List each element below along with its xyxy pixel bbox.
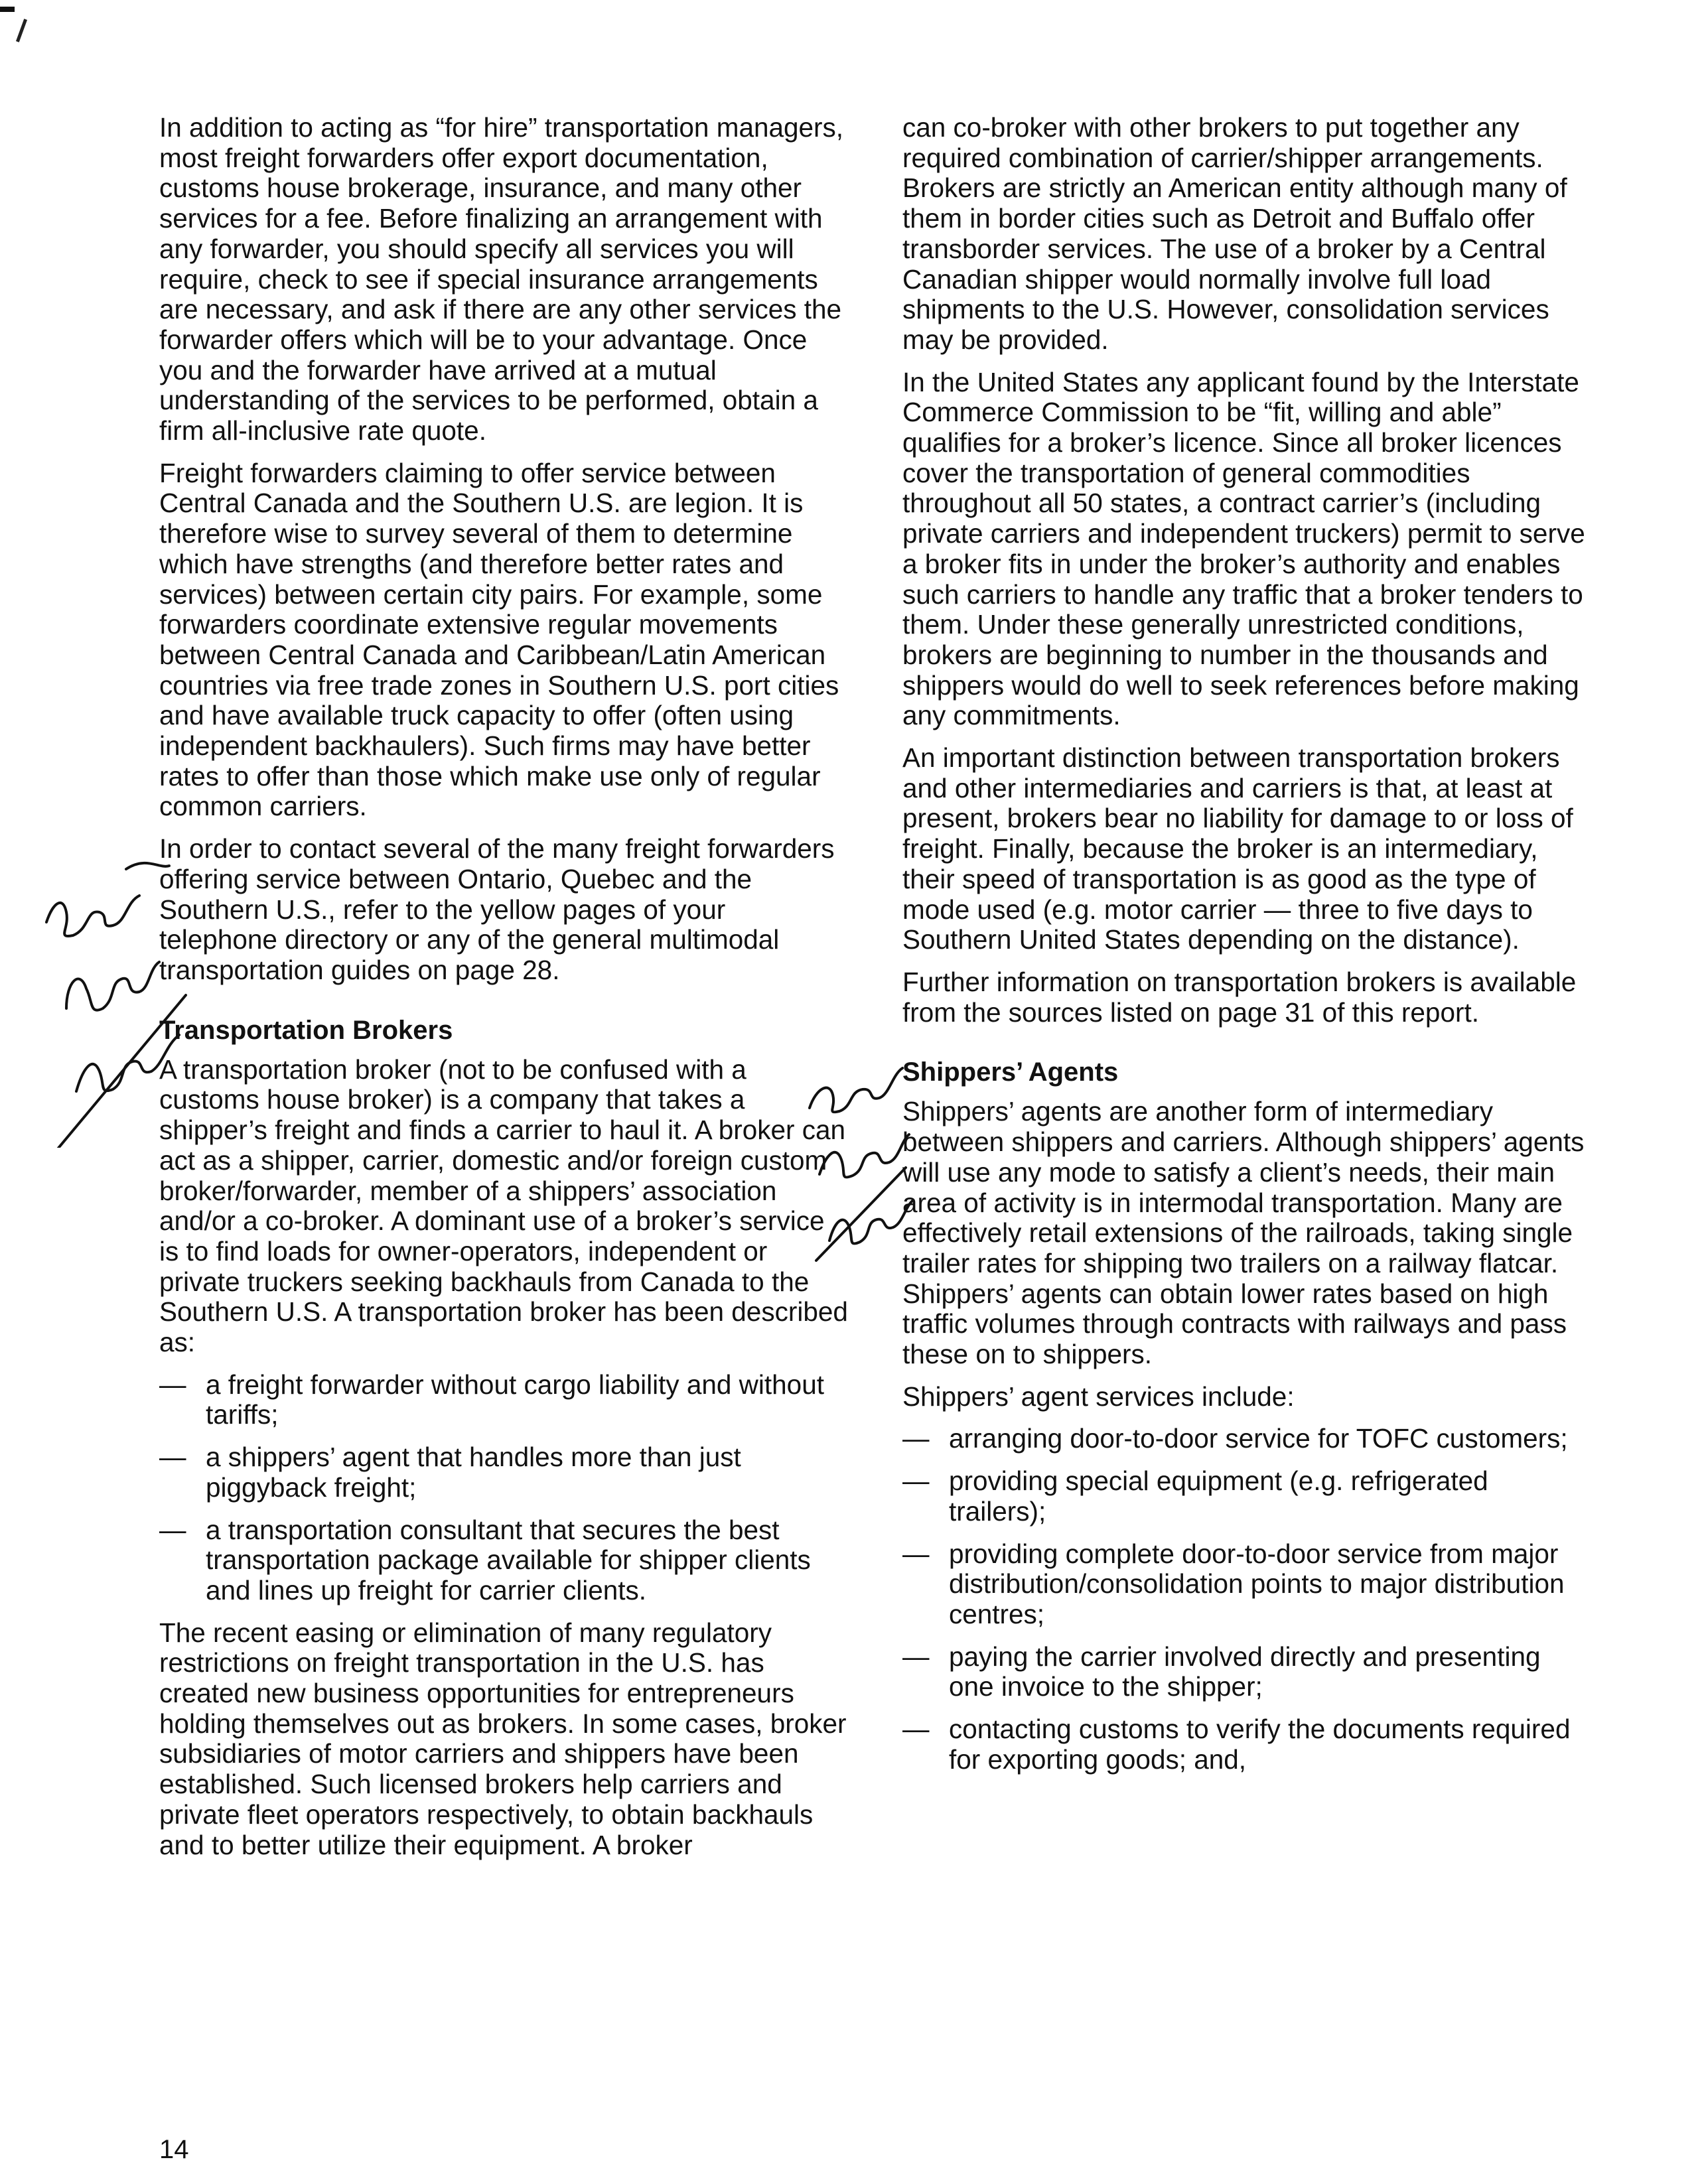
scan-corner-tick	[16, 19, 27, 42]
list-item: — a transportation consultant that secures the best transportation package available for shipper clients and lines up freight for carrier clients.	[159, 1515, 849, 1606]
heading-shippers-agents: Shippers’ Agents	[902, 1058, 1119, 1087]
right-paragraph-5: Shippers’ agents are another form of intermediary between shippers and carriers. Although shippers’ agents will use any mode to satisfy a client’s needs, their main area of activity is in intermodal transportation. Many are effectively retail extensions of the railroads, taking single trailer rates for shipping two trailers on a railway flatcar. Shippers’ agents can obtain lower rates based on high traffic volumes through contracts with railways and pass these on to shippers.	[902, 1096, 1585, 1370]
list-item: — providing complete door-to-door service from major distribution/consolidation points to major distribution centres;	[902, 1539, 1593, 1630]
right-paragraph-2: In the United States any applicant found by the Interstate Commerce Commission to be “fit, willing and able” qualifies for a broker’s licence. Since all broker licences cover the transportation of general commodities throughout all 50 states, a contract carrier’s (including private carriers and independent truckers) permit to serve a broker fits in under the broker’s authority and enables such carriers to handle any traffic that a broker tenders to them. Under these generally unrestricted conditions, brokers are beginning to number in the thousands and shippers would do well to seek references before making any commitments.	[902, 366, 1585, 731]
right-paragraph-4: Further information on transportation brokers is available from the sources listed on page 31 of this report.	[902, 966, 1577, 1028]
agent-services-list	[902, 1424, 1593, 1775]
left-paragraph-1: In addition to acting as “for hire” transportation managers, most freight forwarders offer export documentation, customs house brokerage, insurance, and many other services for a fee. Before finalizing an arrangement with any forwarder, you should specify all services you will require, check to see if special insurance arrangements are necessary, and ask if there are any other services the forwarder offers which will be to your advantage. Once you and the forwarder have arrived at a mutual understanding of the services to be performed, obtain a firm all-inclusive rate quote.	[159, 112, 844, 446]
list-item: — contacting customs to verify the documents required for exporting goods; and,	[902, 1714, 1593, 1775]
left-paragraph-5: The recent easing or elimination of many regulatory restrictions on freight transportation in the U.S. has created new business opportunities for entrepreneurs holding themselves out as brokers. In some cases, broker subsidiaries of motor carriers and shippers have been established. Such licensed brokers help carriers and private fleet operators respectively, to obtain backhauls and to better utilize their equipment. A broker	[159, 1617, 847, 1860]
list-item: — a freight forwarder without cargo liability and without tariffs;	[159, 1370, 849, 1430]
list-item: — providing special equipment (e.g. refrigerated trailers);	[902, 1466, 1593, 1527]
list-item: — paying the carrier involved directly and presenting one invoice to the shipper;	[902, 1642, 1593, 1702]
left-column	[159, 113, 849, 1872]
left-paragraph-4: A transportation broker (not to be confused with a customs house broker) is a company that takes a shipper’s freight and finds a carrier to haul it. A broker can act as a shipper, carrier, domestic and/or foreign custom broker/forwarder, member of a shippers’ association and/or a co-broker. A dominant use of a broker’s service is to find loads for owner-operators, independent or private truckers seeking backhauls from Canada to the Southern U.S. A transportation broker has been described as:	[159, 1054, 848, 1358]
right-paragraph-3: An important distinction between transportation brokers and other intermediaries and carriers is that, at least at present, brokers bear no liability for damage to or loss of freight. Finally, because the broker is an intermediary, their speed of transportation is as good as the type of mode used (e.g. motor carrier — three to five days to Southern United States depending on the distance).	[902, 742, 1573, 955]
scan-corner-mark	[0, 7, 15, 12]
right-column	[902, 113, 1593, 1787]
right-paragraph-6: Shippers’ agent services include:	[902, 1381, 1295, 1412]
heading-transportation-brokers: Transportation Brokers	[159, 1015, 453, 1045]
list-item: — a shippers’ agent that handles more than just piggyback freight;	[159, 1442, 849, 1503]
left-paragraph-3: In order to contact several of the many freight forwarders offering service between Ontario, Quebec and the Southern U.S., refer to the yellow pages of your telephone directory or any of the general multimodal transportation guides on page 28.	[159, 833, 835, 985]
broker-description-list	[159, 1370, 849, 1606]
page-number: 14	[159, 2135, 189, 2164]
left-paragraph-2: Freight forwarders claiming to offer service between Central Canada and the Southern U.S. are legion. It is therefore wise to survey several of them to determine which have strengths (and therefore better rates and services) between certain city pairs. For example, some forwarders coordinate extensive regular movements between Central Canada and Caribbean/Latin American countries via free trade zones in Southern U.S. port cities and have available truck capacity to offer (often using independent backhaulers). Such firms may have better rates to offer than those which make use only of regular common carriers.	[159, 457, 839, 822]
list-item: — arranging door-to-door service for TOFC customers;	[902, 1424, 1593, 1454]
right-paragraph-1: can co-broker with other brokers to put together any required combination of carrier/shipper arrangements. Brokers are strictly an American entity although many of them in border cities such as Detroit and Buffalo offer transborder services. The use of a broker by a Central Canadian shipper would normally involve full load shipments to the U.S. However, consolidation services may be provided.	[902, 112, 1567, 355]
